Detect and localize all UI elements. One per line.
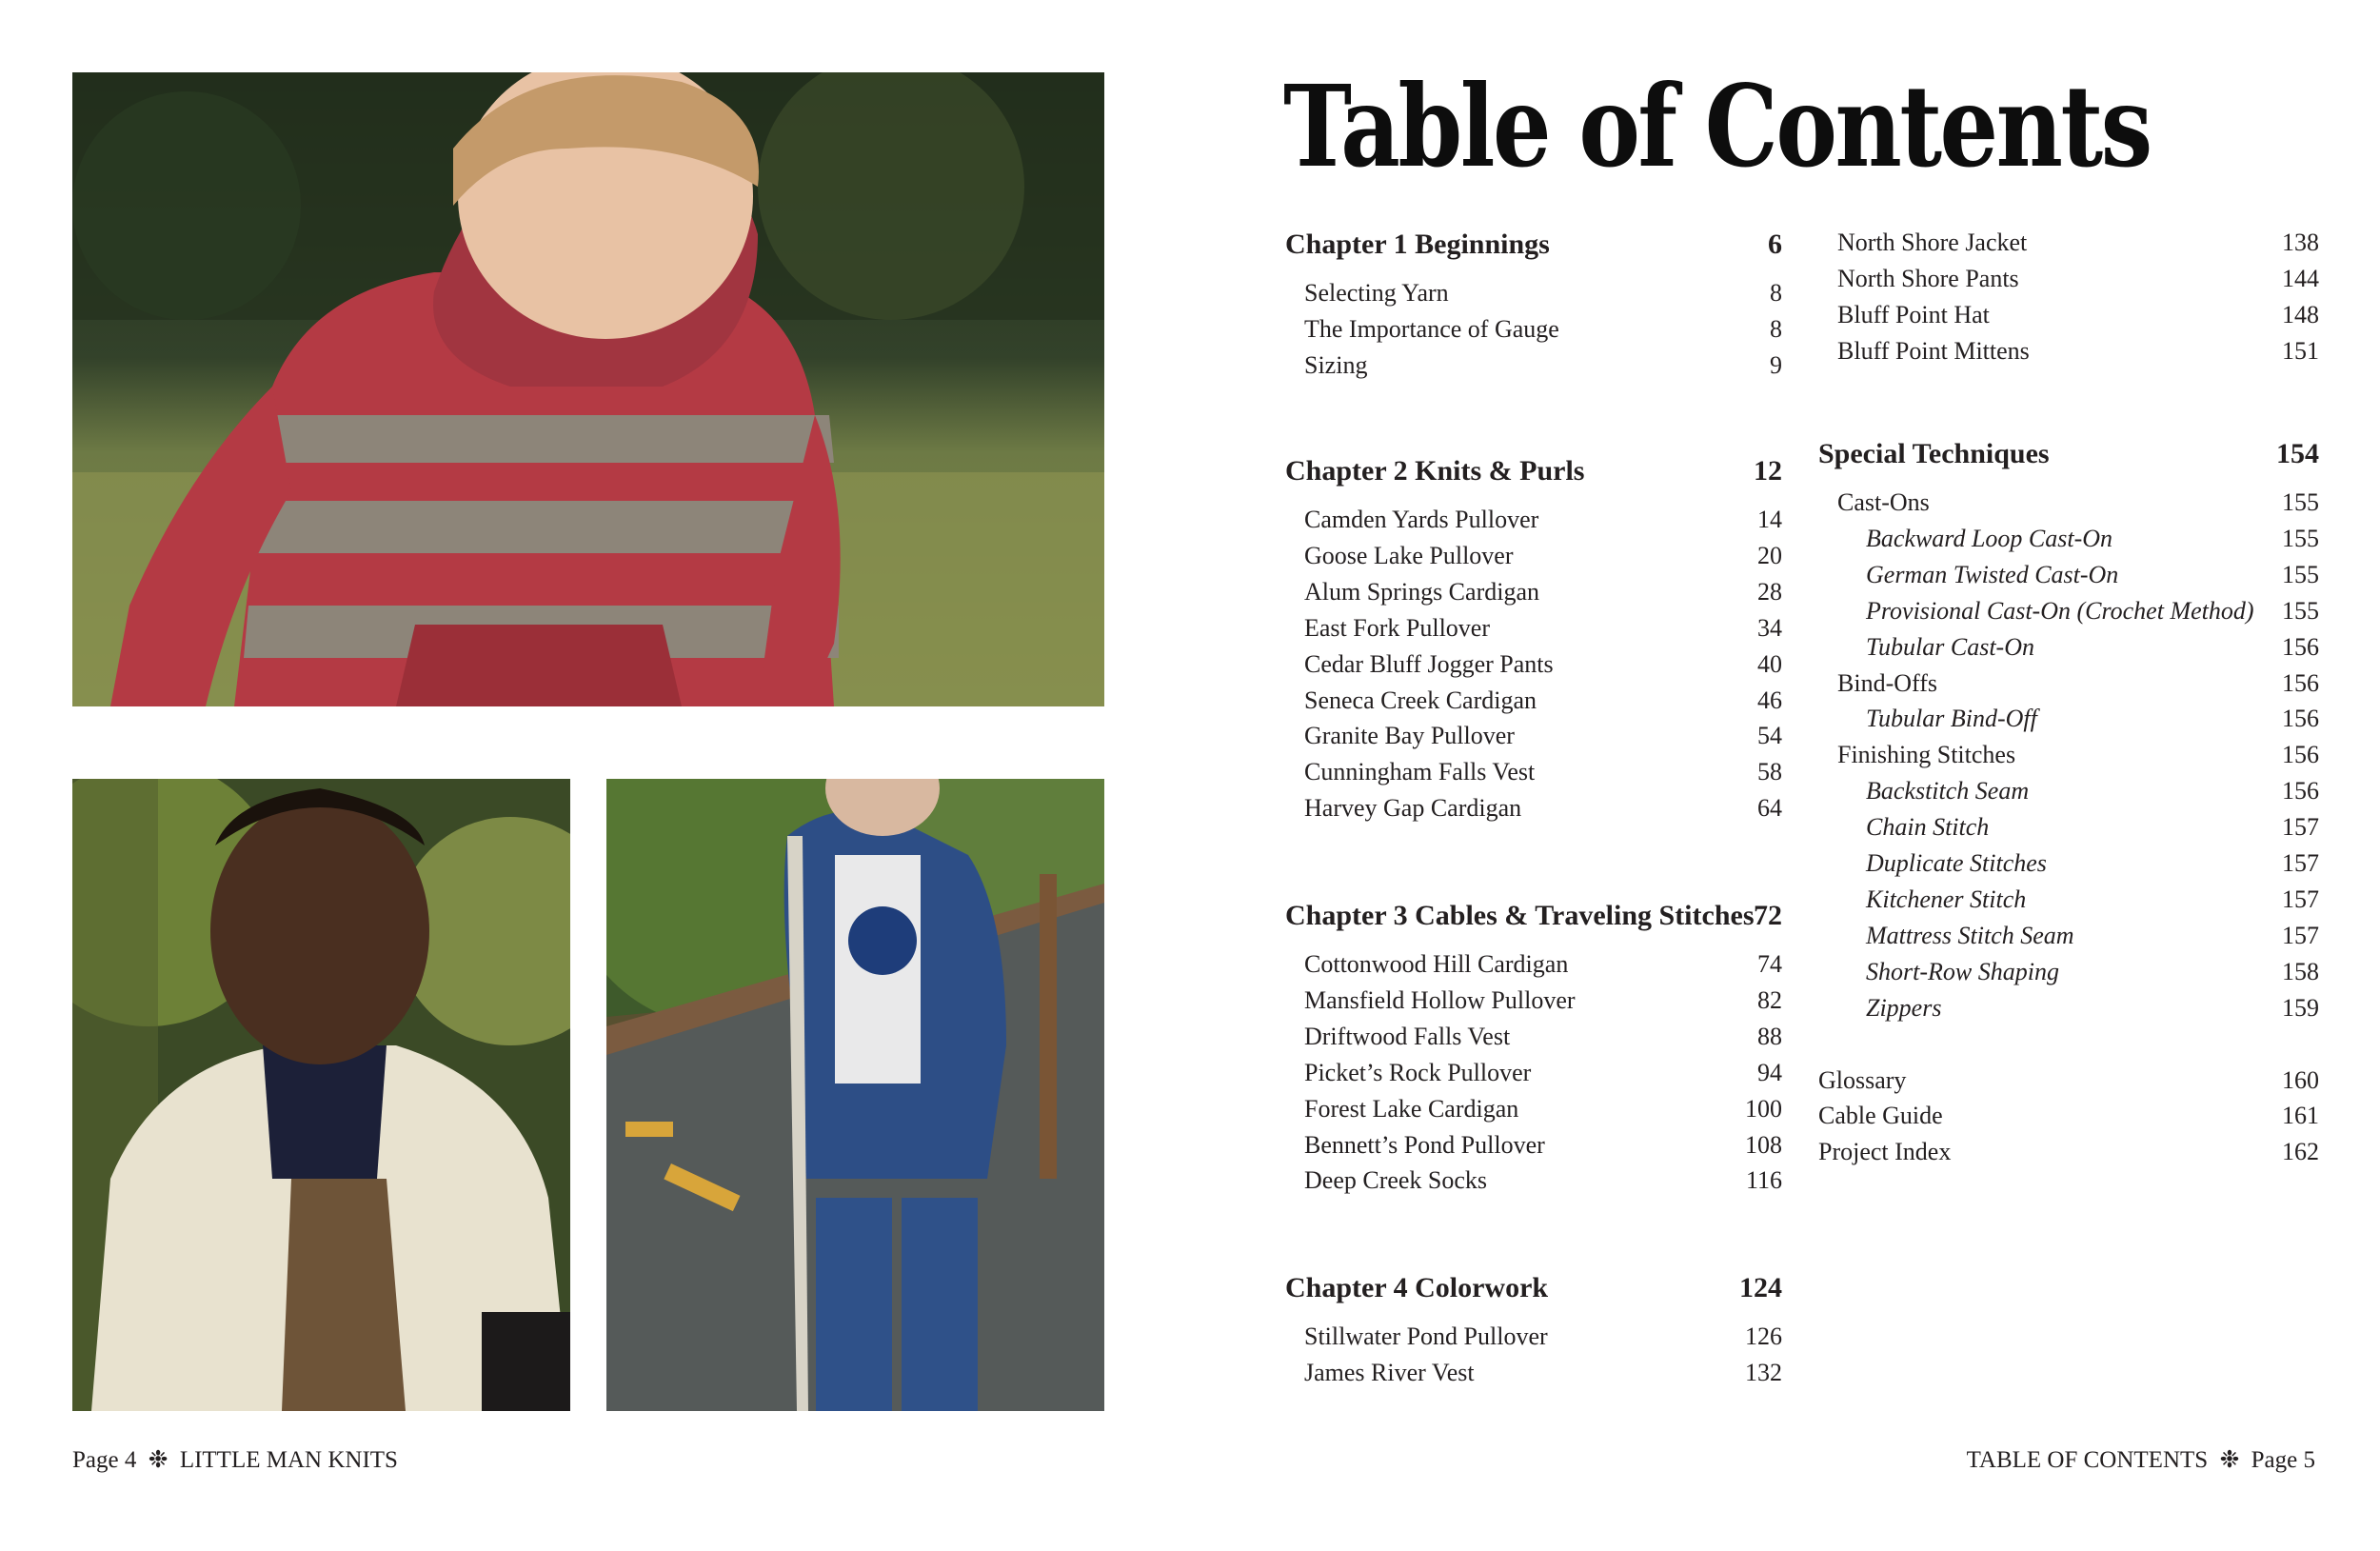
entry-page-number: 151 [2282, 336, 2319, 365]
entry-page-number: 8 [1770, 279, 1782, 307]
entry-title: Finishing Stitches [1837, 741, 2016, 769]
entry-page-number: 157 [2282, 921, 2319, 949]
toc-entry[interactable] [1285, 758, 1782, 794]
entry-page-number: 161 [2282, 1102, 2319, 1130]
entry-title: Cedar Bluff Jogger Pants [1304, 649, 1554, 678]
entry-title: Forest Lake Cardigan [1304, 1094, 1519, 1123]
toc-group-entry[interactable] [1818, 488, 2319, 525]
entry-page-number: 100 [1745, 1094, 1782, 1123]
toc-subentry[interactable] [1818, 633, 2319, 669]
toc-entry-back-matter[interactable] [1818, 1066, 2319, 1103]
entry-title: Driftwood Falls Vest [1304, 1022, 1511, 1050]
toc-entry[interactable] [1285, 1359, 1782, 1395]
toc-subentry[interactable] [1818, 958, 2319, 994]
toc-entry[interactable] [1285, 794, 1782, 830]
entry-title: Bluff Point Mittens [1837, 336, 2030, 365]
toc-entry[interactable] [1285, 315, 1782, 351]
toc-entry[interactable] [1285, 1095, 1782, 1131]
entry-title: Cunningham Falls Vest [1304, 758, 1536, 786]
entry-page-number: 20 [1757, 541, 1782, 569]
toc-group-entry[interactable] [1818, 741, 2319, 777]
toc-entry[interactable] [1285, 1023, 1782, 1059]
entry-page-number: 88 [1757, 1022, 1782, 1050]
entry-page-number: 54 [1757, 722, 1782, 750]
entry-title: Backward Loop Cast-On [1866, 524, 2113, 552]
entry-title: Tubular Cast-On [1866, 632, 2034, 661]
footer-right [1967, 1445, 2315, 1474]
toc-entry[interactable] [1285, 986, 1782, 1023]
toc-entry[interactable] [1285, 950, 1782, 986]
toc-entry[interactable] [1285, 1059, 1782, 1095]
entry-page-number: 156 [2282, 777, 2319, 805]
footer-left [72, 1445, 398, 1474]
toc-entry[interactable] [1285, 542, 1782, 578]
photo-boy-striped-hoodie [72, 72, 1104, 706]
page-number-left: Page 4 [72, 1447, 137, 1473]
toc-group-entry[interactable] [1818, 669, 2319, 706]
entry-page-number: 74 [1757, 950, 1782, 978]
page-number-right: Page 5 [2251, 1447, 2315, 1473]
entry-title: Goose Lake Pullover [1304, 541, 1514, 569]
entry-title: Bluff Point Hat [1837, 300, 1990, 328]
ornament-glyph: ❉ [148, 1447, 169, 1473]
toc-entry[interactable] [1285, 578, 1782, 614]
entry-page-number: 124 [1739, 1272, 1782, 1303]
entry-title: North Shore Jacket [1837, 229, 2028, 256]
book-title: LITTLE MAN KNITS [179, 1447, 398, 1473]
toc-entry[interactable] [1285, 650, 1782, 686]
toc-subentry[interactable] [1818, 705, 2319, 741]
entry-page-number: 14 [1757, 506, 1782, 533]
entry-title: Backstitch Seam [1866, 777, 2030, 805]
entry-page-number: 58 [1757, 758, 1782, 786]
entry-title: Mansfield Hollow Pullover [1304, 985, 1576, 1014]
toc-entry-back-matter[interactable] [1818, 1102, 2319, 1138]
entry-title: Alum Springs Cardigan [1304, 577, 1539, 606]
toc-entry[interactable] [1285, 722, 1782, 758]
entry-title: Bind-Offs [1837, 668, 1937, 697]
entry-page-number: 156 [2282, 668, 2319, 697]
entry-page-number: 157 [2282, 813, 2319, 842]
entry-page-number: 132 [1745, 1358, 1782, 1386]
entry-page-number: 155 [2282, 524, 2319, 552]
toc-entry[interactable] [1285, 686, 1782, 723]
entry-title: North Shore Pants [1837, 264, 2019, 292]
entry-title: Tubular Bind-Off [1866, 705, 2037, 733]
entry-page-number: 158 [2282, 957, 2319, 985]
toc-subentry[interactable] [1818, 597, 2319, 633]
entry-page-number: 155 [2282, 596, 2319, 625]
toc-subentry[interactable] [1818, 561, 2319, 597]
entry-page-number: 155 [2282, 560, 2319, 588]
entry-title: Mattress Stitch Seam [1866, 921, 2074, 949]
entry-page-number: 94 [1757, 1058, 1782, 1086]
entry-title: Kitchener Stitch [1866, 885, 2027, 913]
entry-title: Chapter 4 Colorwork [1285, 1272, 1549, 1303]
entry-page-number: 156 [2282, 632, 2319, 661]
entry-title: Project Index [1818, 1138, 1952, 1166]
entry-page-number: 159 [2282, 993, 2319, 1022]
toc-subentry[interactable] [1818, 813, 2319, 849]
photo-boy-cream-cardigan [72, 779, 570, 1411]
chapter-heading[interactable] [1285, 229, 1782, 265]
photo-boy-blue-jacket [606, 779, 1104, 1411]
toc-entry[interactable] [1285, 1131, 1782, 1167]
toc-subentry[interactable] [1818, 777, 2319, 813]
entry-page-number: 160 [2282, 1065, 2319, 1094]
entry-title: Cast-Ons [1837, 488, 1930, 516]
toc-subentry[interactable] [1818, 922, 2319, 958]
toc-entry-back-matter[interactable] [1818, 1138, 2319, 1174]
toc-subentry[interactable] [1818, 849, 2319, 885]
entry-page-number: 157 [2282, 885, 2319, 913]
entry-page-number: 144 [2282, 264, 2319, 292]
entry-title: Provisional Cast-On (Crochet Method) [1866, 596, 2254, 625]
toc-entry[interactable] [1818, 301, 2319, 337]
entry-page-number: 64 [1757, 794, 1782, 823]
entry-title: James River Vest [1304, 1358, 1475, 1386]
chapter-heading[interactable] [1285, 1272, 1782, 1308]
entry-page-number: 8 [1770, 314, 1782, 343]
entry-title: Special Techniques [1818, 438, 2050, 469]
entry-page-number: 82 [1757, 985, 1782, 1014]
entry-title: Zippers [1866, 993, 1942, 1022]
entry-page-number: 28 [1757, 577, 1782, 606]
entry-title: Chapter 2 Knits & Purls [1285, 455, 1585, 487]
entry-title: Short-Row Shaping [1866, 957, 2059, 985]
entry-page-number: 156 [2282, 741, 2319, 769]
page-title: Table of Contents [1283, 60, 2151, 192]
entry-page-number: 148 [2282, 300, 2319, 328]
entry-title: German Twisted Cast-On [1866, 560, 2119, 588]
entry-page-number: 162 [2282, 1138, 2319, 1166]
entry-title: Granite Bay Pullover [1304, 722, 1515, 750]
entry-title: Sizing [1304, 350, 1368, 379]
entry-title: Cable Guide [1818, 1102, 1943, 1130]
toc-entry[interactable] [1818, 229, 2319, 265]
entry-page-number: 6 [1768, 229, 1782, 260]
toc-entry[interactable] [1285, 506, 1782, 542]
entry-title: Stillwater Pond Pullover [1304, 1322, 1548, 1350]
entry-title: Chapter 1 Beginnings [1285, 229, 1550, 260]
entry-page-number: 157 [2282, 849, 2319, 877]
entry-title: Deep Creek Socks [1304, 1166, 1488, 1195]
entry-title: Selecting Yarn [1304, 279, 1449, 307]
entry-page-number: 46 [1757, 686, 1782, 714]
ornament-glyph: ❉ [2219, 1447, 2240, 1473]
entry-title: Chapter 3 Cables & Traveling Stitches [1285, 900, 1755, 931]
entry-page-number: 72 [1754, 900, 1782, 931]
toc-subentry[interactable] [1818, 885, 2319, 922]
entry-page-number: 126 [1745, 1322, 1782, 1350]
entry-title: Duplicate Stitches [1866, 849, 2047, 877]
entry-page-number: 108 [1745, 1130, 1782, 1159]
toc-entry[interactable] [1818, 265, 2319, 301]
entry-title: Harvey Gap Cardigan [1304, 794, 1522, 823]
entry-page-number: 40 [1757, 649, 1782, 678]
entry-page-number: 154 [2276, 438, 2319, 469]
chapter-heading[interactable] [1285, 455, 1782, 491]
entry-title: Seneca Creek Cardigan [1304, 686, 1537, 714]
chapter-heading[interactable] [1285, 900, 1782, 936]
toc-subentry[interactable] [1818, 525, 2319, 561]
entry-title: Camden Yards Pullover [1304, 506, 1539, 533]
toc-entry[interactable] [1285, 1322, 1782, 1359]
entry-title: The Importance of Gauge [1304, 314, 1559, 343]
toc-subentry[interactable] [1818, 994, 2319, 1030]
entry-title: Picket’s Rock Pullover [1304, 1058, 1532, 1086]
entry-title: East Fork Pullover [1304, 613, 1490, 642]
entry-page-number: 156 [2282, 705, 2319, 733]
entry-page-number: 155 [2282, 488, 2319, 516]
toc-entry[interactable] [1285, 1166, 1782, 1203]
entry-title: Glossary [1818, 1065, 1907, 1094]
entry-page-number: 116 [1745, 1166, 1782, 1195]
section-heading-special-techniques[interactable] [1818, 438, 2319, 474]
toc-entry[interactable] [1285, 351, 1782, 388]
entry-page-number: 34 [1757, 613, 1782, 642]
entry-title: Cottonwood Hill Cardigan [1304, 950, 1569, 978]
entry-title: Bennett’s Pond Pullover [1304, 1130, 1545, 1159]
entry-page-number: 9 [1770, 350, 1782, 379]
toc-entry[interactable] [1285, 279, 1782, 315]
entry-page-number: 12 [1754, 455, 1782, 487]
toc-entry[interactable] [1285, 614, 1782, 650]
toc-entry[interactable] [1818, 337, 2319, 373]
entry-title: Chain Stitch [1866, 813, 1990, 842]
section-title: TABLE OF CONTENTS [1966, 1447, 2209, 1473]
entry-page-number: 138 [2282, 229, 2319, 256]
